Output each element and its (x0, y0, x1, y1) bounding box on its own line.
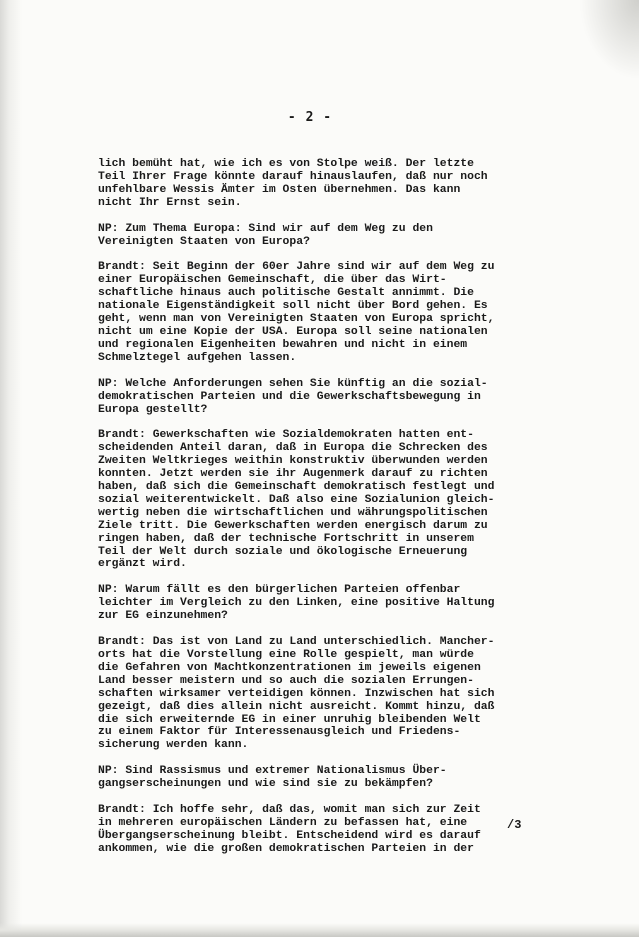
paragraph (98, 378, 528, 417)
paragraph-text: Welche Anforderungen sehen Sie künftig an die sozial- demokratischen Parteien und die Gewerkschaftsbewegung in Europa gestellt? (98, 377, 488, 416)
paragraph-text: Das ist von Land zu Land unterschiedlich. Mancher- orts hat die Vorstellung eine Rolle gespielt, man würde die Gefahren von Machtkonzentrationen im jeweils eigenen Land besser meistern und so auch die sozialen Errungen- schaften wirksamer verteidigen können. Inzwischen hat sich gezeigt, daß dies allein nicht ausreicht. Kommt hinzu, daß die sich erweiternde EG in einer unruhig bleibenden Welt zu einem Faktor für Interessenausgleich und Friedens- sicherung werden kann. (98, 636, 495, 752)
paragraph (98, 223, 528, 249)
paragraph (98, 765, 528, 791)
paragraph (98, 158, 528, 210)
paragraph-text: Gewerkschaften wie Sozialdemokraten hatten ent- scheidenden Anteil daran, daß in Europa die Schrecken des Zweiten Weltkrieges weithin konstruktiv überwunden werden konnten. Jetzt werden sie ihr Augenmerk darauf zu richten haben, daß sich die Gemeinschaft demokratisch festlegt und sozial weiterentwickelt. Daß also eine Sozialunion gleich- wertig neben die wirtschaftlichen und währungspolitischen Ziele tritt. Die Gewerkschaften werden energisch darum zu ringen haben, daß der technische Fortschritt in unserem Teil der Welt durch soziale und ökologische Erneuerung ergänzt wird. (98, 429, 495, 571)
paragraph-text: lich bemüht hat, wie ich es von Stolpe weiß. Der letzte Teil Ihrer Frage könnte darauf hinauslaufen, daß nur noch unfehlbare Wessis Ämter im Osten übernehmen. Das kann nicht Ihr Ernst sein. (98, 158, 488, 209)
interview-text (98, 158, 528, 869)
paragraph (98, 429, 528, 571)
paragraph-text: Warum fällt es den bürgerlichen Parteien offenbar leichter im Vergleich zu den Linken, eine positive Haltung zur EG einzunehmen? (98, 584, 495, 623)
speaker-label: NP: (98, 377, 119, 390)
speaker-label: NP: (98, 584, 119, 597)
speaker-label: Brandt: (98, 261, 146, 274)
speaker-label: Brandt: (98, 804, 146, 817)
scan-edge-left (0, 0, 22, 937)
page-number: - 2 - (287, 110, 333, 125)
paragraph (98, 636, 528, 752)
continuation-mark: /3 (507, 818, 522, 832)
paragraph (98, 261, 528, 364)
paragraph-text: Ich hoffe sehr, daß das, womit man sich zur Zeit in mehreren europäischen Ländern zu befassen hat, eine Übergangserscheinung bleibt. Entscheidend wird es darauf ankommen, wie die großen demokratischen Parteien in der (98, 804, 481, 855)
paragraph (98, 804, 528, 856)
scan-edge-top-right (579, 0, 639, 80)
paragraph-text: Sind Rassismus und extremer Nationalismus Über- gangserscheinungen und wie sind sie zu bekämpfen? (98, 765, 447, 791)
paragraph-text: Seit Beginn der 60er Jahre sind wir auf dem Weg zu einer Europäischen Gemeinschaft, die über das Wirt- schaftliche hinaus auch politische Gestalt annimmt. Die nationale Eigenständigkeit soll nicht über Bord gehen. Es geht, wenn man von Vereinigten Staaten von Europa spricht, nicht um eine Kopie der USA. Europa soll seine nationalen und regionalen Eigenheiten bewahren und nicht in einem Schmelztegel aufgehen lassen. (98, 261, 495, 364)
speaker-label: Brandt: (98, 636, 146, 649)
speaker-label: NP: (98, 222, 119, 235)
paragraph (98, 584, 528, 623)
paragraph-text: Zum Thema Europa: Sind wir auf dem Weg zu den Vereinigten Staaten von Europa? (98, 222, 433, 248)
speaker-label: Brandt: (98, 429, 146, 442)
speaker-label: NP: (98, 765, 119, 778)
scan-edge-bottom (0, 923, 639, 937)
